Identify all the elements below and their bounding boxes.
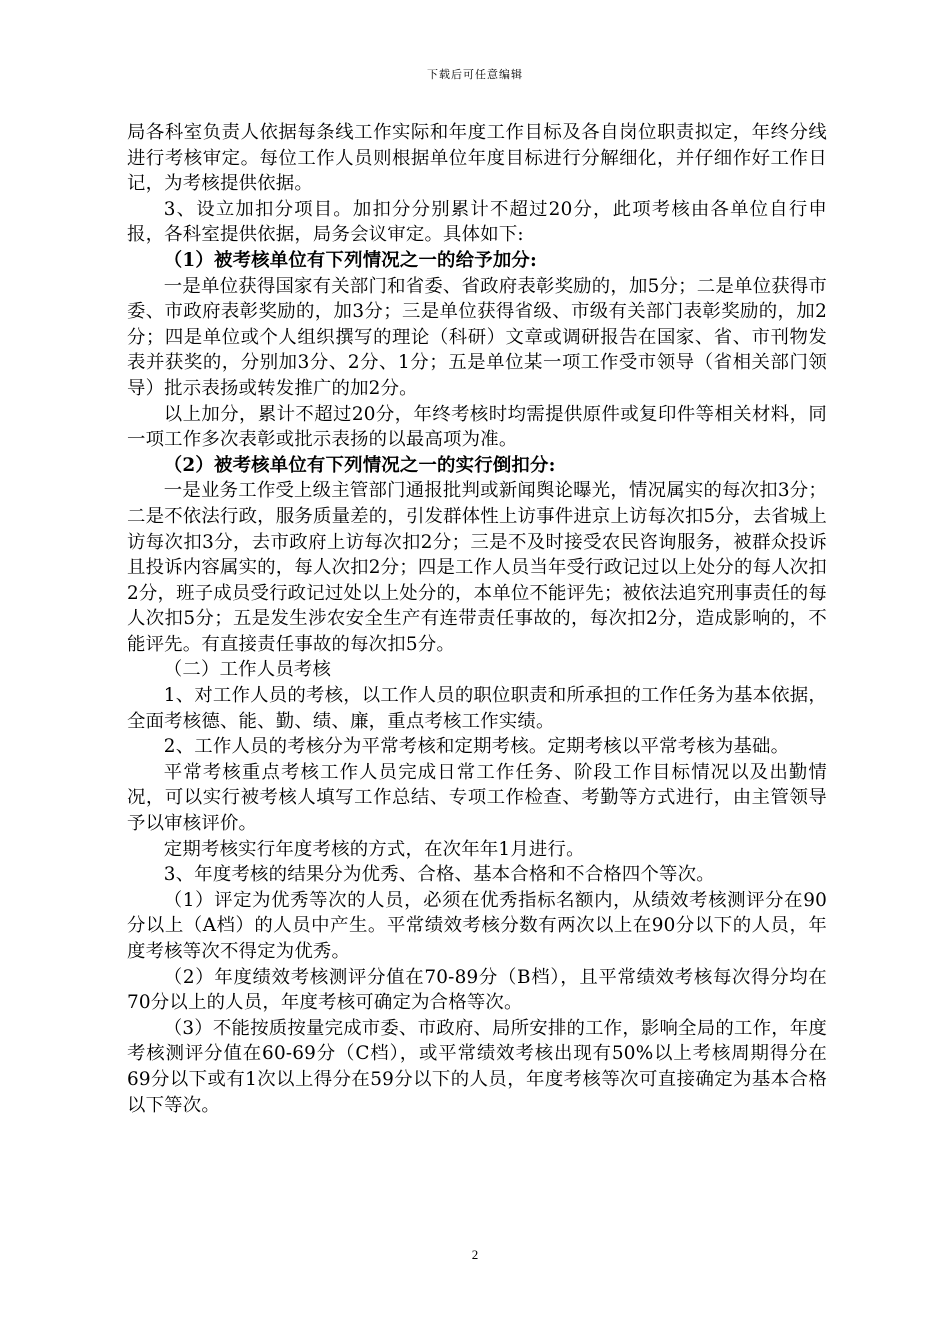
document-body xyxy=(127,120,827,1118)
page-header: 下载后可任意编辑 xyxy=(427,68,523,81)
paragraph: 平常考核重点考核工作人员完成日常工作任务、阶段工作目标情况以及出勤情况，可以实行被考核人填写工作总结、专项工作检查、考勤等方式进行，由主管领导予以审核评价。 xyxy=(127,761,827,835)
section-heading: （二）工作人员考核 xyxy=(163,659,332,681)
paragraph: （3）不能按质按量完成市委、市政府、局所安排的工作，影响全局的工作，年度考核测评分值在60-69分（C档），或平常绩效考核出现有50%以上考核周期得分在69分以下或有1次以上得分在59分以下的人员，年度考核等次可直接确定为基本合格以下等次。 xyxy=(127,1017,827,1116)
section-heading: （2）被考核单位有下列情况之一的实行倒扣分: xyxy=(163,454,556,476)
section-heading: （1）被考核单位有下列情况之一的给予加分: xyxy=(163,249,538,271)
paragraph: 局各科室负责人依据每条线工作实际和年度工作目标及各自岗位职责拟定，年终分线进行考核审定。每位工作人员则根据单位年度目标进行分解细化，并仔细作好工作日记，为考核提供依据。 xyxy=(127,122,827,195)
paragraph: （1）评定为优秀等次的人员，必须在优秀指标名额内，从绩效考核测评分在90分以上（A档）的人员中产生。平常绩效考核分数有两次以上在90分以下的人员，年度考核等次不得定为优秀。 xyxy=(127,889,827,962)
paragraph: 2、工作人员的考核分为平常考核和定期考核。定期考核以平常考核为基础。 xyxy=(163,736,790,758)
paragraph: 3、年度考核的结果分为优秀、合格、基本合格和不合格四个等次。 xyxy=(163,864,715,886)
paragraph: 定期考核实行年度考核的方式，在次年年1月进行。 xyxy=(163,838,585,860)
page-number: 2 xyxy=(471,1247,479,1262)
paragraph: 一是业务工作受上级主管部门通报批判或新闻舆论曝光，情况属实的每次扣3分；二是不依法行政，服务质量差的，引发群体性上访事件进京上访每次扣5分，去省城上访每次扣3分，去市政府上访每次扣2分；三是不及时接受农民咨询服务，被群众投诉且投诉内容属实的，每人次扣2分；四是工作人员当年受行政记过以上处分的每人次扣2分，班子成员受行政记过处以上处分的，本单位不能评先；被依法追究刑事责任的每人次扣5分；五是发生涉农安全生产有连带责任事故的，每次扣2分，造成影响的，不能评先。有直接责任事故的每次扣5分。 xyxy=(127,480,827,655)
paragraph: 一是单位获得国家有关部门和省委、省政府表彰奖励的，加5分；二是单位获得市委、市政府表彰奖励的，加3分；三是单位获得省级、市级有关部门表彰奖励的，加2分；四是单位或个人组织撰写的理论（科研）文章或调研报告在国家、省、市刊物发表并获奖的，分别加3分、2分、1分；五是单位某一项工作受市领导（省相关部门领导）批示表扬或转发推广的加2分。 xyxy=(127,275,827,399)
paragraph: 3、设立加扣分项目。加扣分分别累计不超过20分，此项考核由各单位自行申报，各科室提供依据，局务会议审定。具体如下: xyxy=(127,198,827,246)
paragraph: 1、对工作人员的考核，以工作人员的职位职责和所承担的工作任务为基本依据，全面考核德、能、勤、绩、廉，重点考核工作实绩。 xyxy=(127,685,827,732)
paragraph: （2）年度绩效考核测评分值在70-89分（B档），且平常绩效考核每次得分均在70分以上的人员，年度考核可确定为合格等次。 xyxy=(127,966,827,1014)
paragraph: 以上加分，累计不超过20分，年终考核时均需提供原件或复印件等相关材料，同一项工作多次表彰或批示表扬的以最高项为准。 xyxy=(127,403,827,451)
